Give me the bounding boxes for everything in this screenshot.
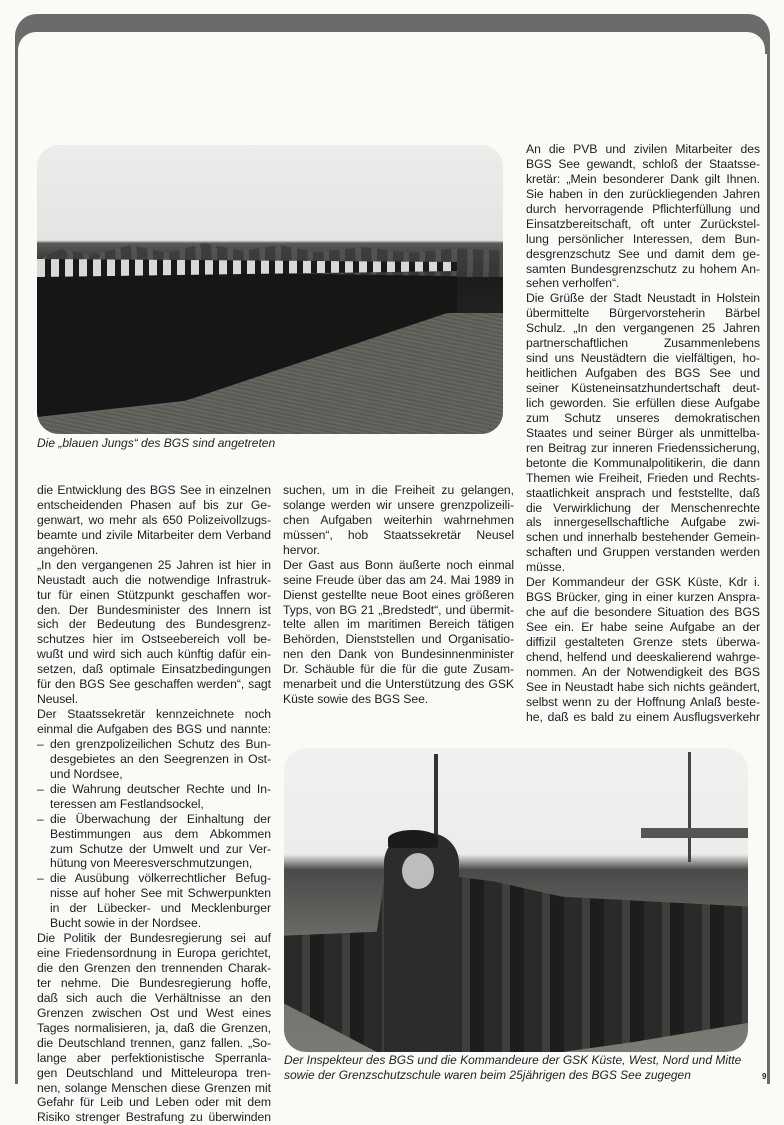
text-line: wußt und wird sich auch künftig dafür ein- [37, 647, 271, 662]
bullet-line: – den grenzpolizeilichen Schutz des Bun- [37, 737, 271, 752]
text-line: schen und innerhalb bestehender Gemein- [526, 530, 760, 545]
text-line: als innergesellschaftliche Aufgabe zwi- [526, 515, 760, 530]
photo-officers-ceremony [284, 748, 748, 1052]
page-frame-right-rule [767, 40, 770, 1084]
text-line: angehören. [37, 542, 99, 557]
text-line: samten Bundesgrenzschutz zu hohem An- [526, 261, 760, 276]
photo-officer-cap [388, 830, 438, 848]
text-line: Neusel. [37, 692, 78, 707]
text-line: Einsatzbereitschaft, oft unter Zurückstel- [526, 216, 760, 231]
text-line: Themen wie Freiheit, Frieden und Rechts- [526, 470, 760, 485]
text-line: teressen am Festlandsockel, [50, 796, 204, 811]
text-line: ter nehme. Die Bundesregierung hoffe, [37, 975, 271, 990]
page-frame-left-rule [15, 40, 18, 1084]
text-line: durch hervorragende Pflichterfüllung und [526, 201, 760, 216]
text-line: für den BGS See geschaffen werden“, sagt [37, 677, 271, 692]
text-line: BGS Brücker, ging in einer kurzen Anspra- [526, 590, 760, 605]
caption-line: sowie der Grenzschutzschule waren beim 25jährigen des BGS See zugegen [284, 1068, 691, 1082]
text-line: genwart, wo mehr als 650 Polizeivollzugs- [37, 512, 271, 527]
photo-parade-formation [37, 145, 503, 434]
text-line: setzen, daß optimale Einsatzbedingungen [37, 662, 271, 677]
text-column-1 [37, 483, 271, 1125]
text-line: solange werden wir unsere grenzpolizeili- [283, 497, 514, 512]
text-line: sehen verholfen“. [526, 276, 620, 291]
text-line: hütung von Meeresverschmutzungen, [50, 856, 253, 871]
text-line: selbst wenn zu der Hoffnung Anlaß beste- [526, 694, 760, 709]
text-line: die Verwirklichung der Menschenrechte [526, 500, 760, 515]
text-line: Dr. Schäuble für die für die gute Zusam- [283, 662, 514, 677]
text-line: übermittelte Bürgervorsteherin Bärbel [526, 306, 760, 321]
text-line: See in Neustadt habe sich nichts geändert, [526, 679, 760, 694]
text-line: Bestimmungen aus dem Abkommen [50, 826, 271, 841]
bullet-line: – die Wahrung deutscher Rechte und In- [37, 782, 271, 797]
page-number: 9 [762, 1072, 767, 1081]
text-line: desgrenzschutz See und damit dem ge- [526, 246, 760, 261]
text-line: BGS See gewandt, schloß der Staatsse- [526, 156, 760, 171]
text-line: müssen“, hob Staatssekretär Neusel [283, 527, 514, 542]
text-line: die Deutschland trennen, ganz fallen. „So- [37, 1035, 271, 1050]
text-line: in der Lübecker- und Mecklenburger [50, 901, 271, 916]
text-line: nen den Dank von Bundesinnenminister [283, 647, 514, 662]
text-line: telte allen im maritimen Bereich tätigen [283, 617, 514, 632]
text-line: nen, solange Menschen diese Grenzen mit [37, 1080, 271, 1095]
text-line: gen Deutschland und Mitteleuropa tren- [37, 1065, 271, 1080]
text-line: heitlichen Aufgaben des BGS See und [526, 366, 760, 381]
text-line: menarbeit und die Unterstützung des GSK [283, 677, 514, 692]
text-line: seine Freude über das am 24. Mai 1989 in [283, 572, 514, 587]
caption-line: Der Inspekteur des BGS und die Kommandeure der GSK Küste, West, Nord und Mitte [284, 1053, 742, 1067]
text-line: Dienst gestellte neue Boot eines größeren [283, 587, 514, 602]
text-line: lich geworden. Sie erfüllen diese Aufgabe [526, 395, 760, 410]
text-line: staatlichkeit ansprach und feststellte, daß [526, 485, 760, 500]
text-line: schutzes hier im Ostseebereich voll be- [37, 632, 271, 647]
text-line: und Nordsee, [50, 766, 123, 781]
text-line: Risiko strenger Bestrafung zu überwinden [37, 1110, 271, 1125]
photo-shelter-roof [641, 828, 748, 838]
text-line: chen Aufgaben weiterhin wahrnehmen [283, 512, 514, 527]
text-line: betonte die Kommunalpolitikerin, die dann [526, 455, 760, 470]
text-line: che auf die besondere Situation des BGS [526, 605, 760, 620]
text-line: einmal die Aufgaben des BGS und nannte: [37, 722, 271, 736]
text-line: eine Friedensordnung in Europa gerichtet, [37, 946, 271, 961]
text-line: den. Der Bundesminister des Innern ist [37, 602, 271, 617]
text-line: diffizil gestalteten Grenze stets überwa- [526, 634, 760, 649]
text-line: zum Schutz unseres demokratischen [526, 410, 760, 425]
text-line: Die Grüße der Stadt Neustadt in Holstein [526, 291, 760, 306]
text-line: die den Grenzen den trennenden Charak- [37, 961, 271, 975]
text-line: ren Beitrag zur inneren Friedenssicherung, [526, 440, 760, 455]
text-line: Neustadt auch die notwendige Infrastruk- [37, 572, 271, 587]
text-line: Küste sowie des BGS See. [283, 692, 429, 707]
text-line: sind uns Neustädtern die vielfältigen, ho- [526, 351, 760, 366]
text-line: partnerschaftlichen Zusammenlebens [526, 336, 760, 351]
text-line: chend, helfend und deeskalierend wahrge- [526, 649, 760, 664]
text-line: die Entwicklung des BGS See in einzelnen [37, 483, 271, 497]
text-line: Schulz. „In den vergangenen 25 Jahren [526, 321, 760, 336]
text-line: Behörden, Dienststellen und Organisatio- [283, 632, 514, 647]
text-line: entscheidenden Phasen auf bis zur Ge- [37, 497, 271, 512]
text-line: Grenzen zwischen Ost und West eines [37, 1005, 271, 1020]
text-line: lung persönlicher Interessen, dem Bun- [526, 231, 760, 246]
text-line: nommen. An der Notwendigkeit des BGS [526, 664, 760, 679]
text-line: An die PVB und zivilen Mitarbeiter des [526, 142, 760, 156]
text-line: Typs, von BG 21 „Bredstedt“, und übermit- [283, 602, 514, 617]
photo-caption-parade: Die „blauen Jungs“ des BGS sind angetreten [37, 436, 276, 450]
text-line: daß sich auch die Verhältnisse an den [37, 990, 271, 1005]
text-line: müsse. [526, 560, 565, 575]
text-line: Bucht sowie in der Nordsee. [50, 916, 202, 931]
text-line: Staates und seiner Bürger als unmittelba- [526, 425, 760, 440]
text-line: lange aber perfektionistische Sperranla- [37, 1050, 271, 1065]
text-line: Der Gast aus Bonn äußerte noch einmal [283, 557, 514, 572]
text-line: seiner Küsteneinsatzhundertschaft deut- [526, 381, 760, 395]
text-line: Sie haben in den zurückliegenden Jahren [526, 186, 760, 201]
text-line: Die Politik der Bundesregierung sei auf [37, 931, 271, 946]
text-line: nisse auf hoher See mit Schwerpunkten [50, 886, 271, 901]
text-line: he, daß es bald zu einem Ausflugsverkehr [526, 709, 760, 724]
bullet-line: – die Überwachung der Einhaltung der [37, 812, 271, 827]
photo-flag-pole [688, 752, 691, 862]
page-frame-inner [18, 32, 765, 92]
text-line: schaften und Gruppen verstanden werden [526, 545, 760, 560]
text-line: Tages normalisieren, ja, daß die Grenzen, [37, 1020, 271, 1035]
photo-caption-officers [284, 1053, 741, 1083]
text-line: suchen, um in die Freiheit zu gelangen, [283, 483, 514, 497]
text-line: zum Schutze der Umwelt und zur Ver- [50, 841, 271, 856]
bullet-line: – die Ausübung völkerrechtlicher Befug- [37, 871, 271, 886]
text-column-3 [526, 142, 760, 725]
photo-lamp-pole [434, 754, 438, 836]
text-line: beamte und zivile Mitarbeiter dem Verband [37, 527, 271, 542]
text-line: tur für einen Stützpunkt geschaffen wor- [37, 587, 271, 602]
text-line: Der Staatssekretär kennzeichnete noch [37, 707, 271, 722]
text-line: hervor. [283, 542, 320, 557]
text-line: desgebietes an den Seegrenzen in Ost- [50, 751, 271, 766]
text-line: Gefahr für Leib und Leben oder mit dem [37, 1095, 271, 1110]
photo-officer-line [284, 858, 748, 1052]
photo-foreground-officer [384, 833, 459, 1052]
text-line: kretär: „Mein besonderer Dank gilt Ihnen. [526, 171, 760, 186]
text-line: „In den vergangenen 25 Jahren ist hier in [37, 557, 271, 572]
text-column-2 [283, 483, 514, 707]
text-line: Der Kommandeur der GSK Küste, Kdr i. [526, 575, 760, 590]
text-line: sich der Bedeutung des Bundesgrenz- [37, 617, 271, 632]
text-line: See ein. Er habe seine Aufgabe an der [526, 620, 760, 634]
